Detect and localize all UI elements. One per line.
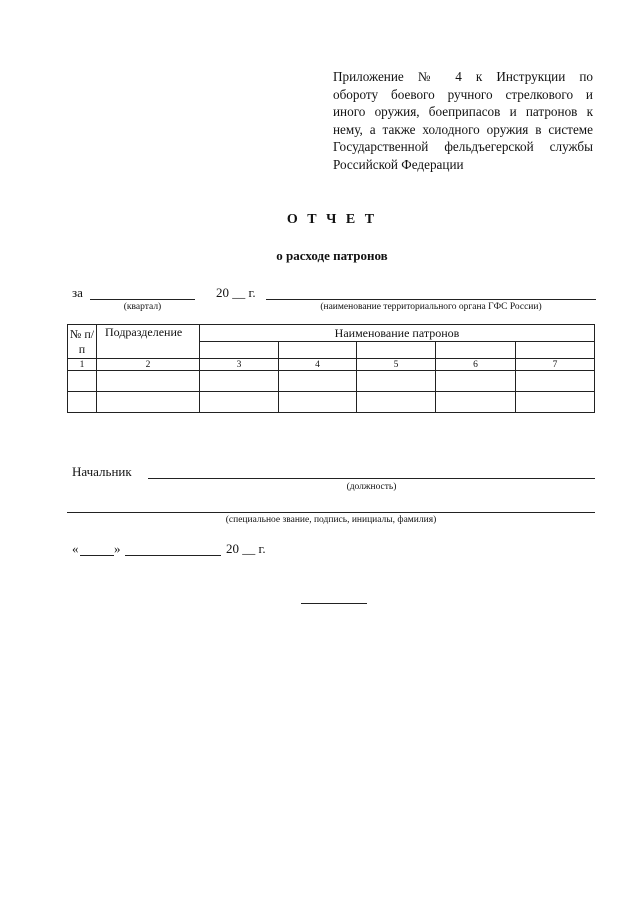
column-number: 1 bbox=[68, 359, 97, 371]
table-cell[interactable] bbox=[200, 392, 279, 413]
column-number: 5 bbox=[357, 359, 436, 371]
table-cell[interactable] bbox=[97, 371, 200, 392]
date-day-field[interactable] bbox=[80, 555, 114, 556]
date-year: 20 __ г. bbox=[226, 541, 266, 556]
header-number: № п/п bbox=[68, 325, 97, 359]
table-row bbox=[68, 371, 595, 392]
period-year: 20 __ г. bbox=[216, 285, 256, 300]
rank-caption: (специальное звание, подпись, инициалы, фамилия) bbox=[225, 515, 437, 525]
report-title: О Т Ч Е Т bbox=[286, 212, 378, 227]
appendix-note bbox=[333, 68, 593, 174]
appendix-line: Государственной фельдъегерской службы bbox=[333, 139, 593, 155]
quarter-field[interactable] bbox=[90, 299, 195, 300]
appendix-line: Приложение № 4 к Инструкции по bbox=[333, 69, 593, 84]
appendix-line: нему, а также холодного оружия в системе bbox=[333, 121, 593, 137]
cartridge-name-cell[interactable] bbox=[200, 342, 279, 359]
table-cell[interactable] bbox=[357, 371, 436, 392]
cartridge-table bbox=[67, 324, 595, 413]
table-cell[interactable] bbox=[68, 371, 97, 392]
table-cell[interactable] bbox=[200, 371, 279, 392]
organ-caption: (наименование территориального органа ГФС России) bbox=[320, 302, 542, 312]
table-cell[interactable] bbox=[516, 392, 595, 413]
date-quote-open: « bbox=[72, 541, 79, 556]
organ-field[interactable] bbox=[266, 299, 596, 300]
column-number: 3 bbox=[200, 359, 279, 371]
date-month-field[interactable] bbox=[125, 555, 221, 556]
table-cell[interactable] bbox=[516, 371, 595, 392]
quarter-caption: (квартал) bbox=[123, 302, 162, 312]
appendix-line: обороту боевого ручного стрелкового и bbox=[333, 86, 593, 102]
column-number: 2 bbox=[97, 359, 200, 371]
date-quote-close: » bbox=[114, 541, 121, 556]
column-number: 7 bbox=[516, 359, 595, 371]
table-row bbox=[68, 392, 595, 413]
table-cell[interactable] bbox=[357, 392, 436, 413]
cartridge-name-cell[interactable] bbox=[436, 342, 516, 359]
period-prefix: за bbox=[72, 285, 83, 300]
column-number: 6 bbox=[436, 359, 516, 371]
table-cell[interactable] bbox=[279, 371, 357, 392]
appendix-line: Российской Федерации bbox=[333, 156, 464, 172]
table-cell[interactable] bbox=[436, 371, 516, 392]
rank-signature-field[interactable] bbox=[67, 512, 595, 513]
cartridge-name-cell[interactable] bbox=[516, 342, 595, 359]
cartridge-name-cell[interactable] bbox=[357, 342, 436, 359]
table-cell[interactable] bbox=[97, 392, 200, 413]
header-cartridges: Наименование патронов bbox=[200, 325, 595, 342]
chief-label: Начальник bbox=[72, 464, 132, 479]
report-subtitle: о расходе патронов bbox=[276, 248, 388, 263]
end-divider bbox=[301, 603, 367, 604]
position-caption: (должность) bbox=[346, 482, 397, 492]
table-cell[interactable] bbox=[68, 392, 97, 413]
cartridge-name-cell[interactable] bbox=[279, 342, 357, 359]
table-cell[interactable] bbox=[279, 392, 357, 413]
position-field[interactable] bbox=[148, 478, 595, 479]
header-subdivision: Подразделение bbox=[97, 325, 200, 359]
column-number: 4 bbox=[279, 359, 357, 371]
table-cell[interactable] bbox=[436, 392, 516, 413]
appendix-line: иного оружия, боеприпасов и патронов к bbox=[333, 104, 593, 120]
